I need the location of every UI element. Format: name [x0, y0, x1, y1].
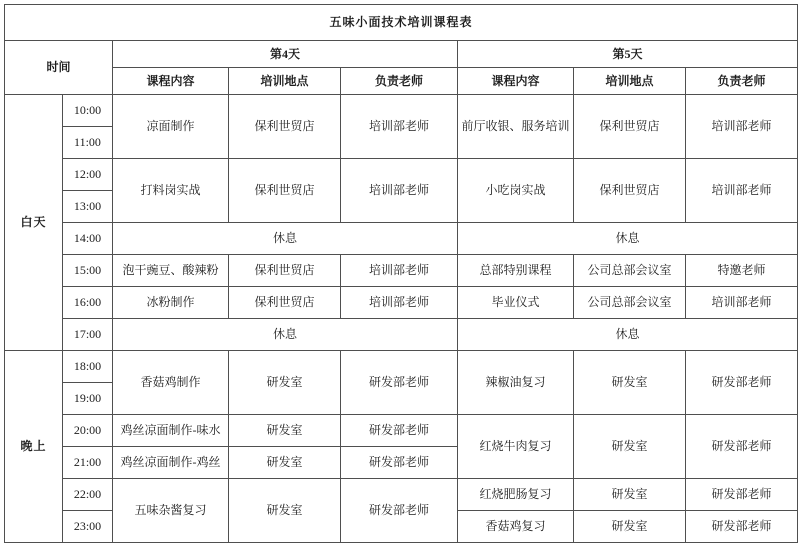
- day4-location-18-19: 研发室: [229, 351, 341, 415]
- day5-teacher-15: 特邀老师: [686, 255, 798, 287]
- day5-course-15: 总部特别课程: [458, 255, 574, 287]
- day4-location-10-11: 保利世贸店: [229, 95, 341, 159]
- day5-location-12-13: 保利世贸店: [574, 159, 686, 223]
- time-cell-14: 14:00: [63, 223, 113, 255]
- day4-rest-14: 休息: [113, 223, 458, 255]
- day5-course-22: 红烧肥肠复习: [458, 479, 574, 511]
- col-header-day4-teacher: 负责老师: [341, 68, 458, 95]
- day5-location-10-11: 保利世贸店: [574, 95, 686, 159]
- day5-location-23: 研发室: [574, 511, 686, 543]
- day4-location-12-13: 保利世贸店: [229, 159, 341, 223]
- col-header-day4-course: 课程内容: [113, 68, 229, 95]
- day4-teacher-21: 研发部老师: [341, 447, 458, 479]
- col-header-day5-course: 课程内容: [458, 68, 574, 95]
- day4-teacher-20: 研发部老师: [341, 415, 458, 447]
- day5-course-20-21: 红烧牛肉复习: [458, 415, 574, 479]
- time-cell-23: 23:00: [63, 511, 113, 543]
- col-header-day4: 第4天: [113, 41, 458, 68]
- day4-teacher-12-13: 培训部老师: [341, 159, 458, 223]
- day5-teacher-12-13: 培训部老师: [686, 159, 798, 223]
- day5-location-18-19: 研发室: [574, 351, 686, 415]
- day4-course-18-19: 香菇鸡制作: [113, 351, 229, 415]
- day5-course-12-13: 小吃岗实战: [458, 159, 574, 223]
- day4-teacher-22-23: 研发部老师: [341, 479, 458, 543]
- day5-teacher-23: 研发部老师: [686, 511, 798, 543]
- day4-teacher-10-11: 培训部老师: [341, 95, 458, 159]
- day5-teacher-16: 培训部老师: [686, 287, 798, 319]
- day4-rest-17: 休息: [113, 319, 458, 351]
- day4-teacher-16: 培训部老师: [341, 287, 458, 319]
- day4-location-21: 研发室: [229, 447, 341, 479]
- day4-course-20: 鸡丝凉面制作-味水: [113, 415, 229, 447]
- day5-location-15: 公司总部会议室: [574, 255, 686, 287]
- day5-course-23: 香菇鸡复习: [458, 511, 574, 543]
- time-cell-15: 15:00: [63, 255, 113, 287]
- col-header-day5-location: 培训地点: [574, 68, 686, 95]
- time-cell-13: 13:00: [63, 191, 113, 223]
- page-title: 五味小面技术培训课程表: [5, 5, 798, 41]
- time-cell-20: 20:00: [63, 415, 113, 447]
- day4-location-16: 保利世贸店: [229, 287, 341, 319]
- day4-teacher-15: 培训部老师: [341, 255, 458, 287]
- day4-course-15: 泡干豌豆、酸辣粉: [113, 255, 229, 287]
- day5-course-16: 毕业仪式: [458, 287, 574, 319]
- day4-course-12-13: 打料岗实战: [113, 159, 229, 223]
- day4-course-16: 冰粉制作: [113, 287, 229, 319]
- training-schedule-table: [4, 4, 798, 543]
- col-header-day4-location: 培训地点: [229, 68, 341, 95]
- day4-course-22-23: 五味杂酱复习: [113, 479, 229, 543]
- day5-teacher-18-19: 研发部老师: [686, 351, 798, 415]
- day5-course-18-19: 辣椒油复习: [458, 351, 574, 415]
- time-cell-11: 11:00: [63, 127, 113, 159]
- day4-location-15: 保利世贸店: [229, 255, 341, 287]
- day5-location-16: 公司总部会议室: [574, 287, 686, 319]
- time-cell-21: 21:00: [63, 447, 113, 479]
- day5-location-20-21: 研发室: [574, 415, 686, 479]
- day4-location-22-23: 研发室: [229, 479, 341, 543]
- time-cell-10: 10:00: [63, 95, 113, 127]
- day4-course-10-11: 凉面制作: [113, 95, 229, 159]
- time-cell-18: 18:00: [63, 351, 113, 383]
- day4-location-20: 研发室: [229, 415, 341, 447]
- col-header-day5: 第5天: [458, 41, 798, 68]
- col-header-time: 时间: [5, 41, 113, 95]
- day5-teacher-20-21: 研发部老师: [686, 415, 798, 479]
- time-cell-12: 12:00: [63, 159, 113, 191]
- period-label-evening: 晚上: [5, 351, 63, 543]
- day5-location-22: 研发室: [574, 479, 686, 511]
- period-label-daytime: 白天: [5, 95, 63, 351]
- day5-teacher-10-11: 培训部老师: [686, 95, 798, 159]
- day5-rest-17: 休息: [458, 319, 798, 351]
- time-cell-19: 19:00: [63, 383, 113, 415]
- day5-teacher-22: 研发部老师: [686, 479, 798, 511]
- time-cell-16: 16:00: [63, 287, 113, 319]
- day5-rest-14: 休息: [458, 223, 798, 255]
- col-header-day5-teacher: 负责老师: [686, 68, 798, 95]
- day4-teacher-18-19: 研发部老师: [341, 351, 458, 415]
- time-cell-22: 22:00: [63, 479, 113, 511]
- day5-course-10-11: 前厅收银、服务培训: [458, 95, 574, 159]
- time-cell-17: 17:00: [63, 319, 113, 351]
- day4-course-21: 鸡丝凉面制作-鸡丝: [113, 447, 229, 479]
